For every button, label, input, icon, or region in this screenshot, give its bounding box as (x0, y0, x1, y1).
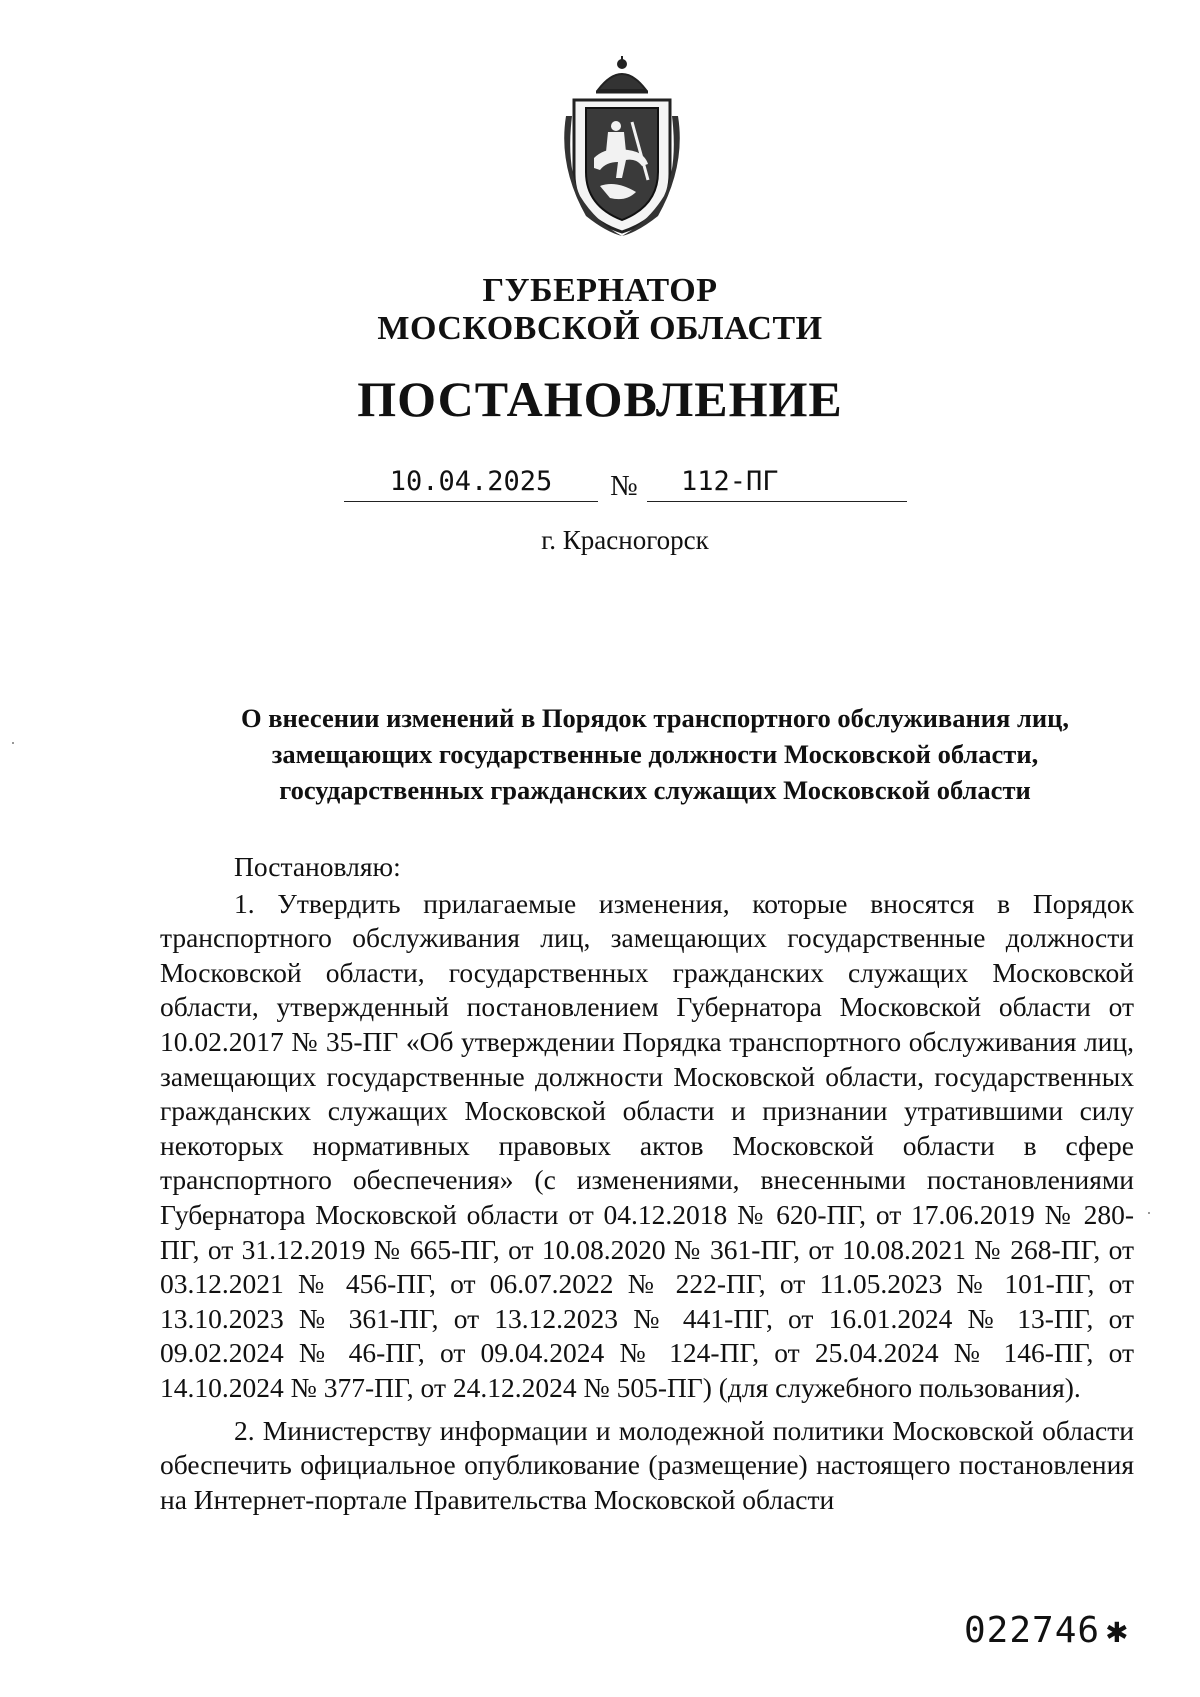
serial-number: 022746 (964, 1610, 1101, 1651)
authority-title-line1: ГУБЕРНАТОР (482, 272, 718, 309)
authority-title-line2: МОСКОВСКОЙ ОБЛАСТИ (377, 310, 823, 347)
scan-speck (12, 742, 14, 744)
resolution-item-2: 2. Министерству информации и молодежной политики Московской области обеспечить официальное опубликование (размещение) настоящего постановления на Интернет-портале Правительства Московской области (160, 1414, 1134, 1515)
document-type-heading: ПОСТАНОВЛЕНИЕ (357, 371, 843, 427)
subject-heading (190, 700, 1120, 808)
document-number-field (647, 465, 907, 502)
subject-line: О внесении изменений в Порядок транспортного обслуживания лиц, (240, 703, 1070, 733)
document-number: 112-ПГ (681, 466, 779, 497)
asterisk-mark-icon: ✱ (1106, 1610, 1129, 1651)
subject-line: замещающих государственные должности Московской области, (271, 739, 1039, 769)
coat-of-arms-icon (556, 56, 688, 238)
form-serial-number (964, 1610, 1129, 1652)
scan-speck (1148, 1212, 1150, 1214)
resolution-item-1: 1. Утвердить прилагаемые изменения, которые вносятся в Порядок транспортного обслуживания лиц, замещающих государственные должности Московской области, государственных гражданских служащих Московской области, утвержденный постановлением Губернатора Московской области от 10.02.2017 № 35-ПГ «Об утверждении Порядка транспортного обслуживания лиц, замещающих государственные должности Московской области, государственных гражданских служащих Московской области и признании утратившими силу некоторых нормативных правовых актов Московской области в сфере транспортного обеспечения» (с изменениями, внесенными постановлениями Губернатора Московской области от 04.12.2018 № 620-ПГ, от 17.06.2019 № 280-ПГ, от 31.12.2019 № 665-ПГ, от 10.08.2020 № 361-ПГ, от 10.08.2021 № 268-ПГ, от 03.12.2021 № 456-ПГ, от 06.07.2022 № 222-ПГ, от 11.05.2023 № 101-ПГ, от 13.10.2023 № 361-ПГ, от 13.12.2023 № 441-ПГ, от 16.01.2024 № 13-ПГ, от 09.02.2024 № 46-ПГ, от 09.04.2024 № 124-ПГ, от 25.04.2024 № 146-ПГ, от 14.10.2024 № 377-ПГ, от 24.12.2024 № 505-ПГ) (для служебного пользования). (160, 887, 1134, 1403)
document-date: 10.04.2025 (344, 465, 598, 502)
city-line: г. Красногорск (541, 525, 709, 555)
resolution-lead: Постановляю: (234, 851, 401, 882)
resolution-body (160, 850, 1134, 1517)
subject-line: государственных гражданских служащих Московской области (279, 775, 1031, 805)
number-sign: № (610, 470, 638, 502)
